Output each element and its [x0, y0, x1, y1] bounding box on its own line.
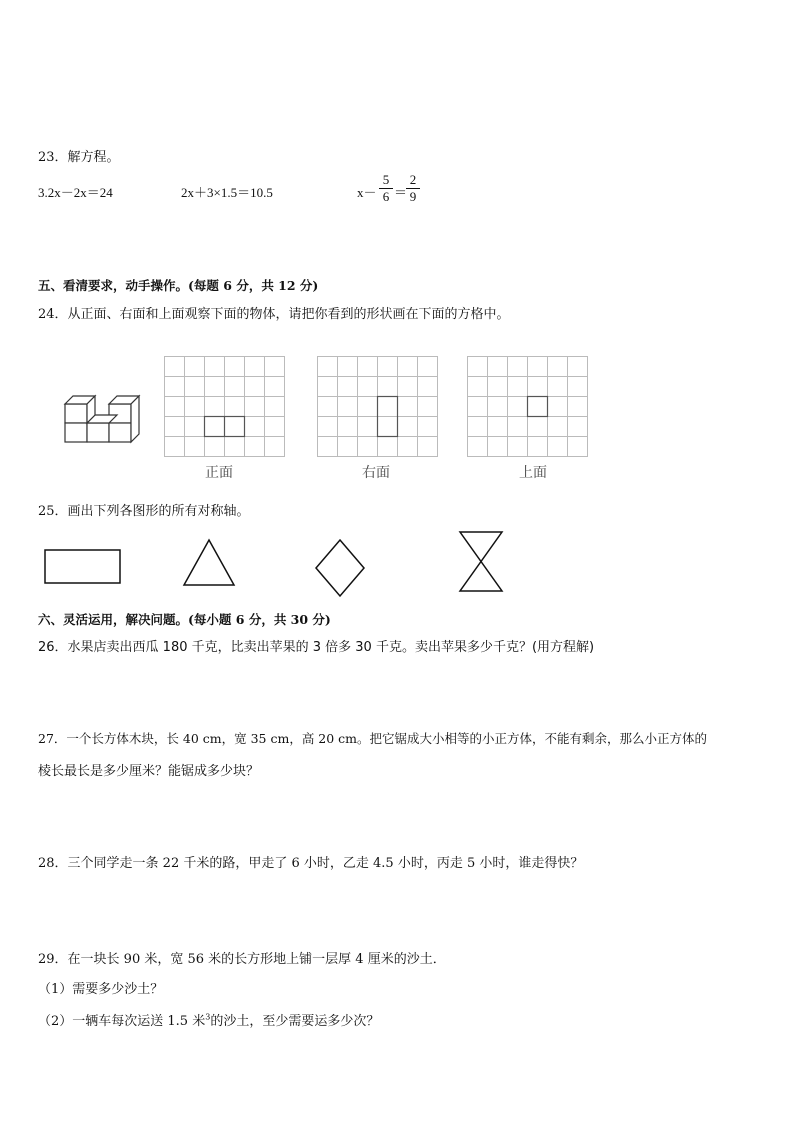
section-5-title: 五、看清要求，动手操作。(每题 6 分，共 12 分): [38, 278, 319, 293]
q23-equation-3-prefix: x－: [357, 185, 377, 200]
cube-superscript: 3: [205, 1012, 211, 1022]
q23-equals-sign: ＝: [394, 185, 408, 200]
rectangle-shape[interactable]: [43, 548, 123, 586]
q29-subquestion-1: （1）需要多少沙土？: [38, 982, 164, 997]
right-view-grid[interactable]: [317, 356, 441, 457]
top-view-label: 上面: [519, 465, 547, 481]
section-6-title: 六、灵活运用，解决问题。(每小题 6 分，共 30 分): [38, 612, 331, 627]
front-view-grid[interactable]: [164, 356, 288, 457]
fraction-numerator: 5: [379, 172, 393, 189]
q27-line-2: 棱长最长是多少厘米？能锯成多少块？: [38, 764, 260, 779]
rhombus-shape[interactable]: [314, 538, 366, 598]
q23-equation-2: 2x＋3×1.5＝10.5: [181, 185, 273, 200]
q23-equation-1: 3.2x－2x＝24: [38, 185, 113, 200]
q29-sub2-text-end: 的沙土，至少需要运多少次？: [210, 1014, 380, 1029]
q24-text: 24．从正面、右面和上面观察下面的物体，请把你看到的形状画在下面的方格中。: [38, 307, 510, 322]
fraction-numerator: 2: [406, 172, 420, 189]
fraction-denominator: 9: [409, 189, 417, 204]
q25-text: 25．画出下列各图形的所有对称轴。: [38, 504, 250, 519]
hourglass-shape[interactable]: [457, 530, 505, 594]
right-view-label: 右面: [362, 465, 390, 481]
triangle-shape[interactable]: [182, 538, 236, 588]
fraction-denominator: 6: [382, 189, 390, 204]
q29-sub2-text: （2）一辆车每次运送 1.5 米: [38, 1014, 206, 1029]
q23-fraction-2-9: [406, 172, 420, 205]
q27-line-1: 27．一个长方体木块，长 40 cm，宽 35 cm，高 20 cm。把它锯成大小相等的小正方体，不能有剩余，那么小正方体的: [38, 731, 708, 746]
q29-text: 29．在一块长 90 米，宽 56 米的长方形地上铺一层厚 4 厘米的沙土．: [38, 952, 446, 967]
cube-stack-figure: [62, 392, 142, 450]
top-view-grid[interactable]: [467, 356, 591, 457]
q23-fraction-5-6: [379, 172, 393, 205]
q29-subquestion-2: [38, 1010, 379, 1029]
q26-text: 26．水果店卖出西瓜 180 千克，比卖出苹果的 3 倍多 30 千克。卖出苹果多少千克？(用方程解): [38, 640, 595, 655]
q23-title: 23．解方程。: [38, 150, 120, 165]
front-view-label: 正面: [205, 465, 233, 481]
q28-text: 28．三个同学走一条 22 千米的路，甲走了 6 小时，乙走 4.5 小时，丙走 5 小时，谁走得快？: [38, 856, 584, 871]
